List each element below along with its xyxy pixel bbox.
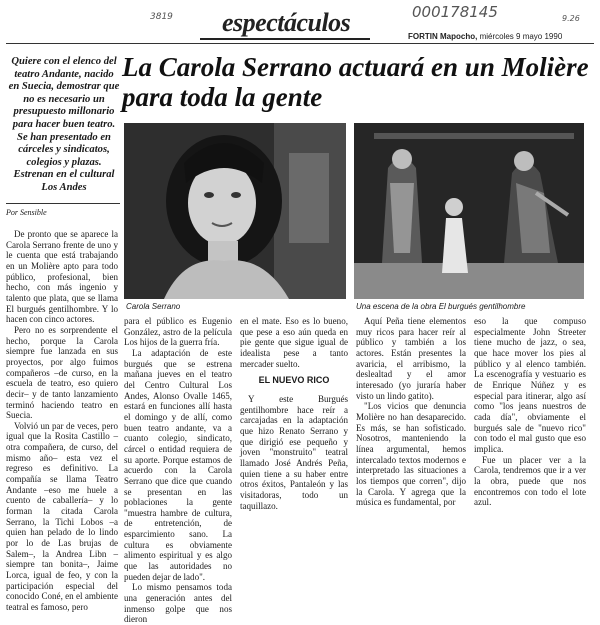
- scene-caption: Una escena de la obra El burgués gentilhombre: [356, 302, 526, 311]
- column-1: [6, 229, 118, 613]
- col5-paragraph-1: eso la que compuso especialmente John Streeter tiene mucho de jazz, o sea, que hace mover los pies al público y al elenco también. La escenografía y vestuario es de Enrique Núñez y es especial para itinerar, algo así como "los jeans nuestros de cada día", obviamente el burgués sale de "nuevo rico" con todo el mal gusto que eso implica.: [474, 316, 586, 454]
- section-title: espectáculos: [222, 8, 351, 37]
- col1-paragraph-1: De pronto que se aparece la Carola Serrano frente de uno y le cuenta que está trabajando en un Molière apto para todo público, profesional, bien hecho, con más ingenio y talento que plata, que se llama El burgués gentilhombre. Y lo hacen con cinco actores.: [6, 229, 118, 325]
- col1-paragraph-2: Pero no es sorprendente el hecho, porque la Carola siempre fue lanzada en sus proyectos, por algo fuimos compañeros –de curso, en la escuela de teatro, eso quiero decir– y de tanto lanzamiento terminó haciendo teatro en Suecia.: [6, 324, 118, 421]
- byline: Por Sensible: [6, 208, 47, 217]
- col4-paragraph-1: Aquí Peña tiene elementos muy ricos para hacer reír al público y también a los actores. Están presentes la avaricia, el arribismo, la deslealtad y el amor interesado (yo juraría haber visto un lindo gatito).: [356, 316, 466, 401]
- portrait-caption: Carola Serrano: [126, 302, 181, 311]
- col2-paragraph-2: La adaptación de este burgués que se estrena mañana jueves en el teatro del Centro Cultural Los Andes, Alonso Ovalle 1465, estará en funciones allí hasta el domingo y de allí, como buen teatro andante, va a cuanto colegio, sindicato, cárcel o entidad requiera de su aporte. Porque estamos de acuerdo con la Carola Serrano que dice que cuando se presentan en las poblaciones la gente "muestra hambre de cultura, de entretención, de esparcimiento sano. La cultura es obviamente alimento espiritual y es algo que las autoridades no pueden dejar de lado".: [124, 347, 232, 582]
- dateline: [408, 32, 562, 41]
- lede-rule: [6, 203, 120, 204]
- column-3: [240, 316, 348, 511]
- col1-paragraph-3: Volvió un par de veces, pero igual que la Rosita Castillo –otra compañera, de curso, del mismo año– esta vez el regreso es definitivo. La compañía se llama Teatro Andante –eso me huele a cuento de caballería– y lo forman la citada Carola Serrano, la Tichi Lobos –a quien han pelado de lo lindo por lo de Las brujas de Salem–, la Andrea Libn –siempre tan bonita–, Jaime Lorca, igual de feo, y con la participación especial del conocido Coné, en el ambiente teatral es famoso, pero: [6, 420, 118, 612]
- lede: Quiere con el elenco del teatro Andante, nacido en Suecia, demostrar que no es necesario un presupuesto millonario para hacer buen teatro. Se han presentado en cárceles y sindicatos, colegios y plazas. Estrenan en el cultural Los Andes: [8, 56, 120, 193]
- col4-paragraph-2: "Los vicios que denuncia Molière no han desaparecido. Es más, se han sofisticado. Nosotros, manteniendo la línea argumental, hemos intercalado textos modernos e interpretado las situaciones a los tiempos que corren", dijo la Carola. Y agrega que la música es fundamental, por: [356, 401, 466, 508]
- portrait-photo: [124, 123, 346, 299]
- col3-paragraph-2: Y este Burgués gentilhombre hace reír a carcajadas en la adaptación que hizo Renato Serrano y que dirigió ese pequeño y joven "monstruito" teatral llamado José Andrés Peña, quien tiene a su haber entre otros éxitos, Pantaleón y las visitadoras, todo un taquillazo.: [240, 393, 348, 511]
- column-5: [474, 316, 586, 508]
- handwritten-code-right: 000178145: [412, 3, 498, 21]
- column-4: [356, 316, 466, 508]
- col2-paragraph-3: Lo mismo pensamos toda una generación antes del inmenso golpe que nos dieron: [124, 582, 232, 625]
- column-2: [124, 316, 232, 625]
- scene-photo: [354, 123, 584, 299]
- subhead: EL NUEVO RICO: [258, 375, 330, 386]
- col2-paragraph-1: para el público es Eugenio González, astro de la película Los hijos de la guerra fría.: [124, 316, 232, 348]
- portrait-photo-graphic: [124, 123, 346, 299]
- publication-date: miércoles 9 mayo 1990: [479, 32, 563, 41]
- scene-photo-graphic: [354, 123, 584, 299]
- handwritten-mark: 9.26: [562, 14, 580, 23]
- headline: La Carola Serrano actuará en un Molière para toda la gente: [122, 52, 589, 112]
- section-underline: [200, 38, 370, 40]
- col5-paragraph-2: Fue un placer ver a la Carola, tendremos que ir a ver la obra, puede que nos encontremos con todo el lote azul.: [474, 454, 586, 508]
- top-rule: [6, 43, 594, 44]
- handwritten-code-left: 3819: [150, 12, 173, 22]
- newspaper-name: FORTIN Mapocho,: [408, 32, 478, 41]
- col3-paragraph-1: en el mate. Eso es lo bueno, que pese a eso aún queda en pie gente que sigue igual de idealista pese a tanto mercader suelto.: [240, 316, 348, 369]
